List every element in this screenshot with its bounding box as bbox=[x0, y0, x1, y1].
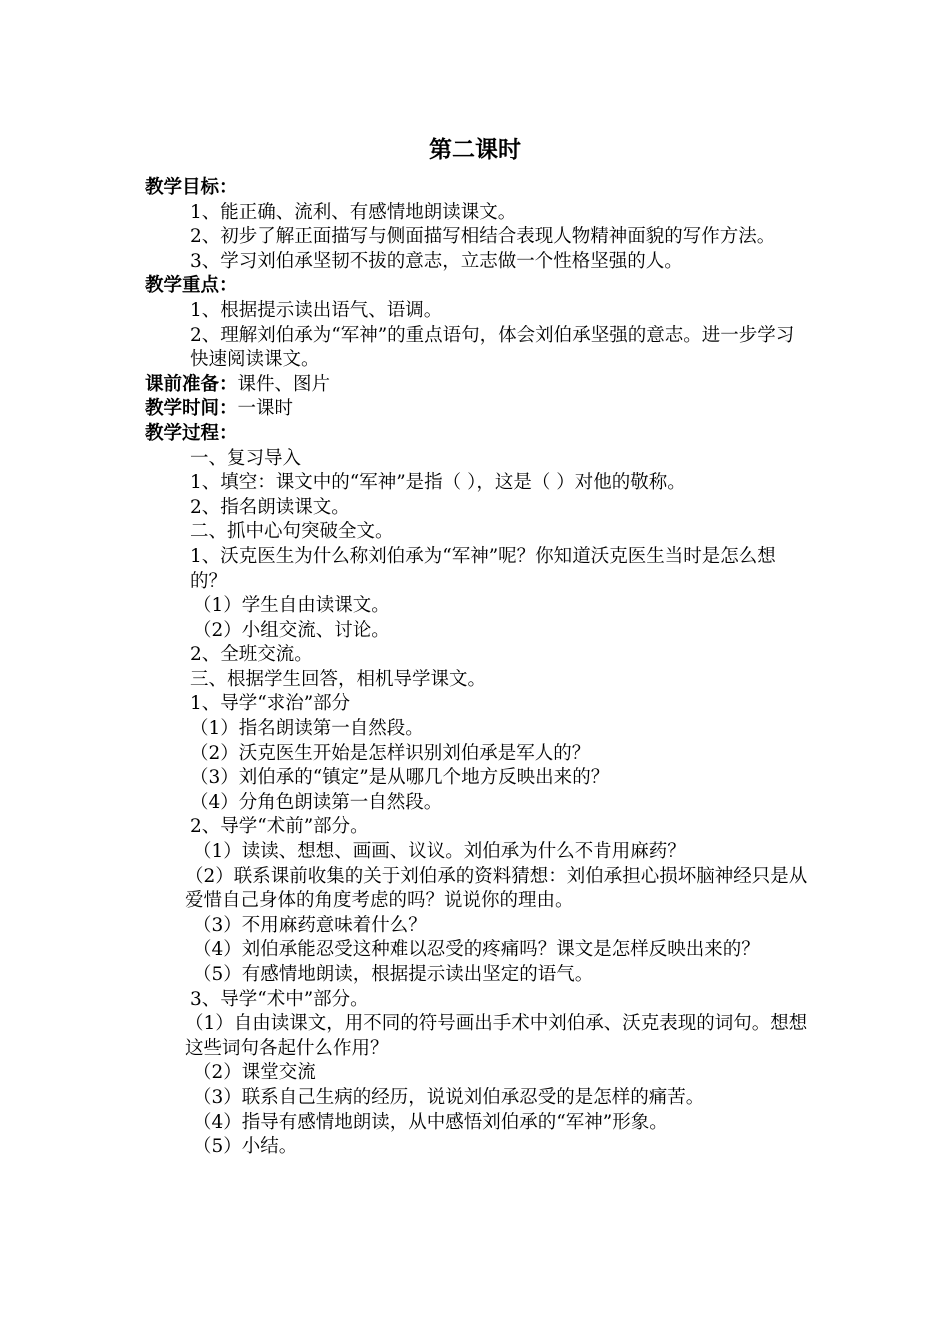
goals-heading: 教学目标： bbox=[145, 177, 238, 198]
process-line: 2、全班交流。 bbox=[190, 644, 313, 666]
process-line: （1）指名朗读第一自然段。 bbox=[190, 718, 424, 740]
process-line: 1、沃克医生为什么称刘伯承为“军神”呢？你知道沃克医生当时是怎么想的？ bbox=[190, 545, 776, 592]
key-point-item-2: 2、理解刘伯承为“军神”的重点语句，体会刘伯承坚强的意志。进一步学习快速阅读课文。 bbox=[190, 324, 795, 371]
preparation-value: 课件、图片 bbox=[237, 373, 331, 395]
process-line: （1）读读、想想、画画、议议。刘伯承为什么不肯用麻药？ bbox=[193, 841, 686, 863]
process-line: （3）联系自己生病的经历，说说刘伯承忍受的是怎样的痛苦。 bbox=[193, 1086, 705, 1108]
process-line: （2）课堂交流 bbox=[193, 1062, 316, 1084]
page-title: 第二课时 bbox=[429, 137, 521, 163]
process-line: （4）指导有感情地朗读，从中感悟刘伯承的“军神”形象。 bbox=[193, 1111, 668, 1133]
process-line: （5）小结。 bbox=[193, 1136, 298, 1158]
key-points-heading: 教学重点： bbox=[145, 275, 238, 297]
process-line: （2）沃克医生开始是怎样识别刘伯承是军人的？ bbox=[190, 742, 591, 764]
process-line: 1、导学“求治”部分 bbox=[190, 693, 351, 715]
process-line: （2）小组交流、讨论。 bbox=[193, 619, 390, 641]
goal-item-3: 3、学习刘伯承坚韧不拔的意志，立志做一个性格坚强的人。 bbox=[190, 250, 683, 272]
process-line: （1）学生自由读课文。 bbox=[193, 595, 390, 617]
preparation-heading: 课前准备： bbox=[145, 373, 238, 395]
process-line: （2）联系课前收集的关于刘伯承的资料猜想：刘伯承担心损坏脑神经只是从爱惜自己身体的角度考虑的吗？说说你的理由。 bbox=[185, 865, 808, 912]
time-row bbox=[145, 397, 810, 422]
goal-item-2: 2、初步了解正面描写与侧面描写相结合表现人物精神面貌的写作方法。 bbox=[190, 226, 776, 248]
process-line: 2、指名朗读课文。 bbox=[190, 496, 350, 518]
time-value: 一课时 bbox=[237, 398, 294, 420]
process-line: 3、导学“术中”部分。 bbox=[190, 988, 369, 1010]
process-line: （1）自由读课文，用不同的符号画出手术中刘伯承、沃克表现的词句。想想这些词句各起什么作用？ bbox=[185, 1013, 808, 1059]
process-line: 一、复习导入 bbox=[190, 447, 302, 469]
goal-item-1: 1、能正确、流利、有感情地朗读课文。 bbox=[190, 201, 517, 223]
process-line: （5）有感情地朗读，根据提示读出坚定的语气。 bbox=[193, 964, 594, 985]
time-heading: 教学时间： bbox=[145, 398, 238, 420]
process-line: （3）不用麻药意味着什么？ bbox=[193, 914, 427, 936]
preparation-row bbox=[145, 373, 810, 398]
process-line: 三、根据学生回答，相机导学课文。 bbox=[190, 668, 487, 690]
process-line: 二、抓中心句突破全文。 bbox=[190, 521, 394, 543]
key-point-item-1: 1、根据提示读出语气、语调。 bbox=[190, 299, 443, 321]
process-line: 2、导学“术前”部分。 bbox=[190, 816, 369, 838]
process-line: （4）分角色朗读第一自然段。 bbox=[190, 791, 443, 813]
process-line: 1、填空：课文中的“军神”是指（ ），这是（ ）对他的敬称。 bbox=[190, 472, 686, 494]
process-line: （3）刘伯承的“镇定”是从哪几个地方反映出来的？ bbox=[190, 767, 610, 789]
document-body bbox=[145, 176, 810, 1160]
process-heading: 教学过程： bbox=[145, 422, 238, 444]
process-line: （4）刘伯承能忍受这种难以忍受的疼痛吗？课文是怎样反映出来的？ bbox=[193, 939, 760, 961]
